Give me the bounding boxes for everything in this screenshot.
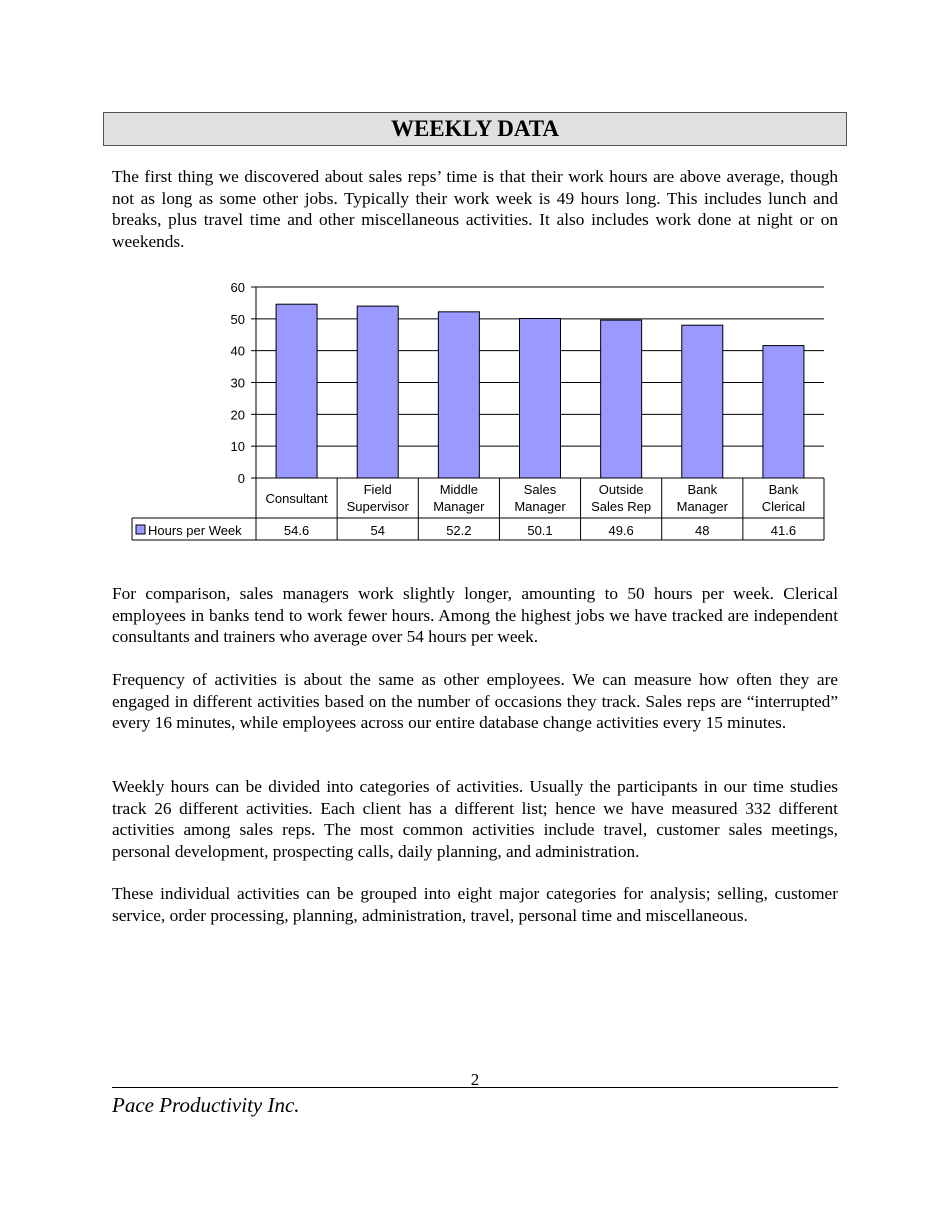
value-label: 48 (695, 523, 710, 538)
bar (763, 346, 804, 478)
y-tick-label: 0 (237, 471, 245, 486)
category-label: Manager (433, 499, 485, 514)
value-label: 54 (370, 523, 385, 538)
y-tick-label: 40 (230, 343, 245, 359)
bar (438, 312, 479, 478)
category-label: Manager (676, 499, 728, 514)
category-label: Middle (439, 482, 479, 497)
company-name: Pace Productivity Inc. (112, 1093, 300, 1117)
category-label: Sales Rep (591, 499, 652, 514)
value-label: 49.6 (608, 523, 634, 538)
y-tick-label: 60 (230, 280, 245, 295)
page-number-text: 2 (470, 1070, 480, 1089)
y-tick-label: 20 (230, 407, 245, 423)
page-number (0, 1070, 950, 1090)
legend-label: Hours per Week (148, 523, 242, 538)
page-title: WEEKLY DATA (103, 112, 847, 146)
bar (601, 320, 642, 478)
y-tick-label: 10 (230, 439, 245, 455)
value-label: 50.1 (527, 523, 553, 538)
value-label: 54.6 (283, 523, 310, 538)
value-label: 41.6 (770, 523, 797, 538)
weekly-hours-chart (0, 0, 950, 560)
categories-paragraph: Weekly hours can be divided into categories of activities. Usually the participants in our time studies track 26 different activities. Each client has a different list; hence we have measured 332 different activities among sales reps. The most common activities include travel, customer sales meetings, personal development, prospecting calls, daily planning, and administration. (112, 777, 838, 861)
category-label: Clerical (761, 499, 806, 514)
comparison-paragraph: For comparison, sales managers work slightly longer, amounting to 50 hours per week. Clerical employees in banks tend to work fewer hours. Among the highest jobs we have tracked are independent consultants and trainers who average over 54 hours per week. (112, 584, 838, 646)
y-tick-label: 50 (230, 311, 245, 327)
category-label: Bank (768, 482, 799, 497)
category-label: Outside (598, 482, 644, 497)
bar (357, 306, 398, 478)
category-label: Sales (523, 482, 557, 497)
value-label: 52.2 (446, 523, 472, 538)
category-label: Bank (687, 482, 718, 497)
category-label: Supervisor (346, 499, 409, 514)
bar (682, 325, 723, 478)
frequency-paragraph: Frequency of activities is about the same as other employees. We can measure how often they are engaged in different activities based on the number of occasions they track. Sales reps are “interrupted” every 16 minutes, while employees across our entire database change activities every 15 minutes. (112, 670, 838, 732)
category-label: Field (363, 482, 392, 497)
y-tick-label: 30 (230, 375, 245, 391)
bar (276, 304, 317, 478)
intro-paragraph: The first thing we discovered about sales reps’ time is that their work hours are above average, though not as long as some other jobs. Typically their work week is 49 hours long. This includes lunch and breaks, plus travel time and other miscellaneous activities. It also includes work done at night or on weekends. (112, 167, 838, 251)
category-label: Consultant (265, 491, 328, 506)
groupings-paragraph: These individual activities can be grouped into eight major categories for analysis; selling, customer service, order processing, planning, administration, travel, personal time and miscellaneous. (112, 884, 838, 925)
bar (520, 319, 561, 478)
legend-swatch (136, 525, 145, 534)
category-label: Manager (514, 499, 566, 514)
